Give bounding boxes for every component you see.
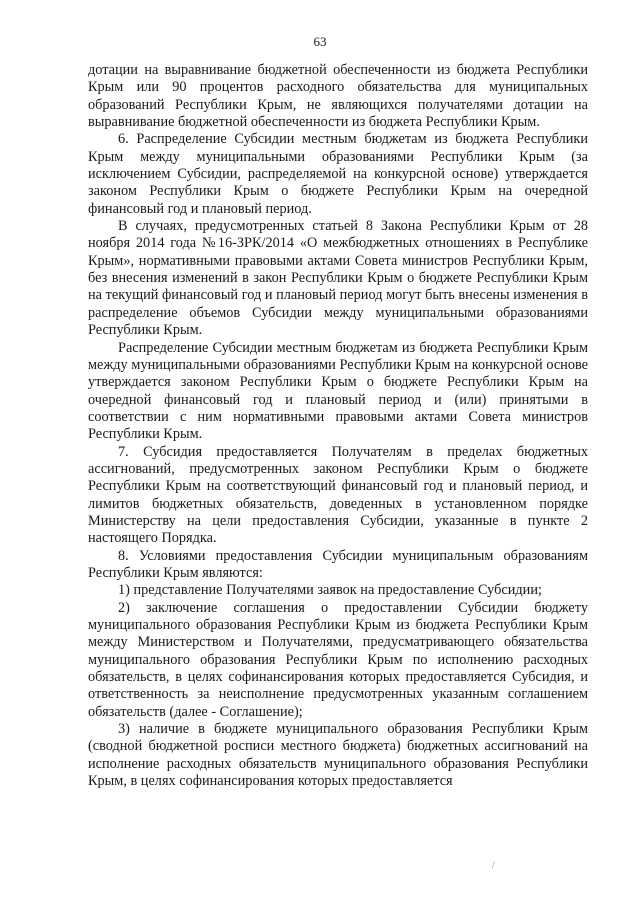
paragraph-item-8-conditions: 8. Условиями предоставления Субсидии муниципальным образованиям Республики Крым являются: — [88, 547, 588, 581]
document-body — [88, 62, 588, 790]
paragraph-item-7-provision-limits: 7. Субсидия предоставляется Получателям в пределах бюджетных ассигнований, предусмотренных законом Республики Крым о бюджете Республики Крым на соответствующий финансовый год и плановый период, и лимитов бюджетных обязательств, доведенных в установленном порядке Министерству на цели предоставления Субсидии, указанные в пункте 2 настоящего Порядка. — [88, 443, 588, 547]
paragraph-item-6-distribution: 6. Распределение Субсидии местным бюджетам из бюджета Республики Крым между муниципальными образованиями Республики Крым (за исключением Субсидии, распределяемой на конкурсной основе) утверждается законом Республики Крым о бюджете Республики Крым на очередной финансовый год и плановый период. — [88, 131, 588, 217]
paragraph-subsidy-rate-continuation: дотации на выравнивание бюджетной обеспеченности из бюджета Республики Крым или 90 процентов расходного обязательства для муниципальных образований Республики Крым, не являющихся получателями дотации на выравнивание бюджетной обеспеченности из бюджета Республики Крым. — [88, 62, 588, 131]
page-number: 63 — [313, 34, 327, 49]
paragraph-competitive-distribution: Распределение Субсидии местным бюджетам из бюджета Республики Крым между муниципальными образованиями Республики Крым на конкурсной основе утверждается законом Республики Крым о бюджете Республики Крым на очередной финансовый год и плановый период и (или) принятыми в соответствии с ним нормативными правовыми актами Совета министров Республики Крым. — [88, 339, 588, 443]
list-item-condition-3: 3) наличие в бюджете муниципального образования Республики Крым (сводной бюджетной росписи местного бюджета) бюджетных ассигнований на исполнение расходных обязательств муниципального образования Республики Крым, в целях софинансирования которых предоставляется — [88, 721, 588, 790]
scan-artifact-mark: / — [492, 860, 495, 871]
paragraph-distribution-changes: В случаях, предусмотренных статьей 8 Закона Республики Крым от 28 ноября 2014 года №16-ЗРК/2014 «О межбюджетных отношениях в Республике Крым», нормативными правовыми актами Совета министров Республики Крым, без внесения изменений в закон Республики Крым о бюджете Республики Крым на текущий финансовый год и плановый период могут быть внесены изменения в распределение объемов Субсидии между муниципальными образованиями Республики Крым. — [88, 218, 588, 339]
list-item-condition-1: 1) представление Получателями заявок на предоставление Субсидии; — [118, 582, 542, 599]
list-item-condition-2: 2) заключение соглашения о предоставлении Субсидии бюджету муниципального образования Республики Крым из бюджета Республики Крым между Министерством и Получателями, предусматривающего обязательства муниципального образования Республики Крым по исполнению расходных обязательств, в целях софинансирования которых предоставляется Субсидия, и ответственность за неисполнение предусмотренных указанным соглашением обязательств (далее - Соглашение); — [88, 599, 588, 720]
